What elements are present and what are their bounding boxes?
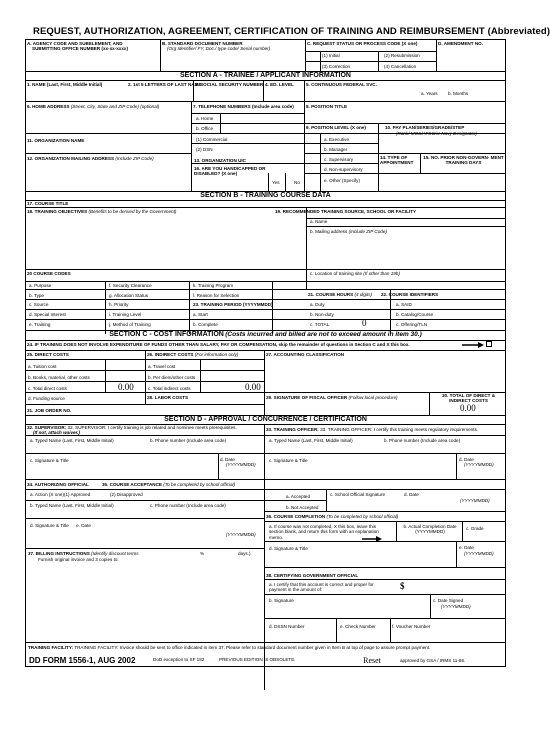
hours-total-label: c. TOTAL: [310, 322, 330, 327]
cost-total-indirect-value: 0.00: [245, 382, 261, 392]
field-18-objectives[interactable]: 18. TRAINING OBJECTIVES (Benefits to be derived by the Government): [27, 209, 177, 214]
dod-exception: DoD exception to SF 182: [153, 657, 205, 662]
code-reason[interactable]: l. Reason for Selection: [193, 293, 240, 298]
field-30-total: 30. TOTAL OF DIRECT & INDIRECT COSTS: [441, 393, 496, 404]
cert-check-number[interactable]: e. Check Number: [340, 624, 376, 629]
cert-amount[interactable]: a. I certify that this account is correct and proper for payment in the amount of:: [269, 582, 374, 593]
sup-typed-name[interactable]: a. Typed Name (Last, First, Middle Initial): [30, 438, 114, 443]
cert-signature[interactable]: b. Signature: [269, 598, 294, 603]
auth-signature[interactable]: d. Signature & Title e. Date: [30, 523, 91, 528]
c-correction-option[interactable]: (3) Correction: [322, 64, 351, 69]
field-12-mailing-address[interactable]: 12. ORGANIZATION MAILING ADDRESS (Include ZIP Code): [27, 156, 154, 161]
field-21-course-hours: 21. COURSE HOURS (4 digits): [308, 292, 373, 297]
c-cancellation-option[interactable]: (4) Cancellation: [384, 64, 417, 69]
form-title: REQUEST, AUTHORIZATION, AGREEMENT, CERTIFICATION OF TRAINING AND REIMBURSEMENT (Abbreviated): [33, 26, 550, 37]
field-29-fiscal-signature[interactable]: 29. SIGNATURE OF FISCAL OFFICER (Follow local procedure): [266, 395, 398, 400]
field-9-position-level: 9. POSITION LEVEL (X one): [306, 125, 366, 130]
field-23-training-period: 23. TRAINING PERIOD (YYYYMMDD): [193, 302, 273, 307]
field-32-supervisor: 32. SUPERVISOR: 32. SUPERVISOR: I certify training is job related and nominee meets prerequisites.: [27, 425, 237, 430]
to-date[interactable]: d. Date: [459, 457, 474, 462]
level-nonsupervisory[interactable]: d. Non-supervisory: [324, 167, 363, 172]
hours-nonduty[interactable]: b. Non-duty: [310, 312, 334, 317]
reset-button[interactable]: Reset: [363, 656, 381, 665]
completion-not-completed[interactable]: a. If course was not completed, X this box, leave this section blank, and return this form with an explanation memo.: [269, 524, 379, 540]
c-initial-option[interactable]: (1) Initial: [322, 53, 340, 58]
cert-date-signed[interactable]: c. Date Signed: [433, 598, 464, 603]
field-26-indirect-costs: 26. INDIRECT COSTS (For information only): [147, 352, 239, 357]
period-start[interactable]: a. Start: [193, 312, 208, 317]
field-28-labor-costs[interactable]: 28. LABOR COSTS: [147, 395, 189, 400]
cost-travel[interactable]: a. Travel cost: [148, 364, 176, 369]
cost-per-diem[interactable]: b. Per diem/other costs: [148, 375, 196, 380]
completion-grade[interactable]: c. Grade: [466, 526, 484, 531]
arrow-right-icon: [462, 342, 484, 348]
accept-school-signature[interactable]: c. School Official Signature: [330, 492, 386, 497]
field-24-no-expenditure: 24. IF TRAINING DOES NOT INVOLVE EXPENDITURE OF FUNDS OTHER THAN SALARY, PAY OR COMPENSATION, skip the remainder of questions in Section C and X this box.: [27, 342, 410, 347]
training-facility-note: TRAINING FACILITY: TRAINING FACILITY: Invoice should be sent to office indicated in item 37. Please refer to standard document number given in Item B at top of page to assure prompt payment.: [28, 645, 431, 650]
ident-offering[interactable]: c. Offering/TLN: [396, 322, 428, 327]
field-7b-office[interactable]: b. Office: [196, 126, 214, 131]
level-manager[interactable]: b. Manager: [324, 147, 348, 152]
cost-funding-source[interactable]: d. Funding source: [28, 396, 65, 401]
completion-sig-date[interactable]: e. Date: [459, 545, 474, 550]
auth-action-approved[interactable]: a. Action (X one)(1) Approved: [30, 492, 91, 497]
cert-voucher-number[interactable]: f. Voucher Number: [392, 624, 431, 629]
code-purpose[interactable]: a. Purpose: [29, 283, 52, 288]
field-36-completion: 36. COURSE COMPLETION (To be completed by school official): [266, 514, 399, 519]
field-b-standard-doc[interactable]: B. STANDARD DOCUMENT NUMBER (Org Identifier/ FY, Doc./ type code/ Serial number): [162, 41, 271, 52]
code-security[interactable]: f. Security Clearance: [109, 283, 152, 288]
field-34-authorizing: 34. AUTHORIZING OFFICIAL: [27, 482, 89, 487]
dollar-sign: $: [400, 581, 405, 591]
field-19-training-source: 19. RECOMMENDED TRAINING SOURCE, SCHOOL OR FACILITY: [275, 209, 417, 214]
field-6-home-address[interactable]: 6. HOME ADDRESS (Street, City, State and ZIP Code) (optional): [27, 104, 160, 109]
accept-date[interactable]: d. Date: [404, 492, 419, 497]
field-14-appointment[interactable]: 14. TYPE OF APPOINTMENT: [380, 155, 414, 166]
accept-not-accepted[interactable]: b. Not Accepted: [286, 505, 319, 510]
field-35-acceptance: 35. COURSE ACCEPTANCE (To be completed by school official): [102, 482, 236, 487]
no-expenditure-checkbox[interactable]: [486, 341, 492, 347]
code-method[interactable]: j. Method of Training: [109, 322, 151, 327]
phone-dsn[interactable]: (2) DSN: [196, 147, 213, 152]
sup-phone[interactable]: b. Phone number (Include area code): [150, 438, 227, 443]
accept-accepted[interactable]: a. Accepted: [286, 494, 311, 499]
field-4-ed-level[interactable]: 4. ED. LEVEL: [265, 82, 294, 87]
handicapped-yes[interactable]: Yes: [272, 180, 280, 185]
field-a-agency-code[interactable]: A. AGENCY CODE AND SUBELEMENT, AND SUBMITTING OFFICE NUMBER (xx-xx-xxxx): [27, 41, 128, 52]
phone-commercial[interactable]: (1) Commercial: [196, 137, 228, 142]
cost-books[interactable]: b. Books, material, other costs: [28, 375, 90, 380]
field-38-certifying: 38. CERTIFYING GOVERNMENT OFFICIAL: [266, 573, 359, 578]
field-1-name[interactable]: 1. NAME (Last, First, Middle Initial): [27, 82, 103, 87]
code-priority[interactable]: h. Priority: [109, 302, 129, 307]
cost-total-direct-value: 0.00: [118, 382, 134, 392]
field-7a-home[interactable]: a. Home: [196, 116, 214, 121]
code-allocation[interactable]: g. Allocation Status: [109, 293, 149, 298]
ident-said[interactable]: a. SAID: [396, 302, 412, 307]
field-7-telephone: 7. TELEPHONE NUMBERS (Include area code): [193, 104, 294, 109]
completion-date[interactable]: b. Actual Completion Date (YYYYMMDD): [403, 524, 457, 535]
to-phone[interactable]: b. Phone number (Include area code): [384, 438, 461, 443]
field-37-billing[interactable]: 37. BILLING INSTRUCTIONS (Identify discount terms: [28, 551, 139, 556]
to-signature[interactable]: c. Signature & Title: [269, 458, 308, 463]
field-27-accounting[interactable]: 27. ACCOUNTING CLASSIFICATION: [266, 352, 345, 357]
field-19b-address[interactable]: b. Mailing address (Include ZIP Code): [310, 229, 387, 234]
field-16-handicapped: 16. ARE YOU HANDICAPPED OR DISABLED? (X one): [194, 166, 266, 177]
field-25-direct-costs: 25. DIRECT COSTS: [27, 352, 69, 357]
code-source[interactable]: c. Source: [29, 302, 49, 307]
field-5-fed-svc: 5. CONTINUOUS FEDERAL SVC.: [306, 82, 377, 87]
cost-total-direct-label: c. Total direct costs: [28, 386, 67, 391]
level-other[interactable]: e. Other (Specify): [324, 178, 360, 183]
field-20-course-codes: 20 COURSE CODES: [27, 271, 71, 276]
code-special-interest[interactable]: d. Special Interest: [29, 312, 66, 317]
ident-catalog[interactable]: b. Catalog/Course: [396, 312, 434, 317]
code-training[interactable]: e. Training: [29, 322, 51, 327]
level-executive[interactable]: a. Executive: [324, 137, 350, 142]
field-d-amendment[interactable]: D. AMENDMENT NO.: [438, 41, 483, 46]
field-13-uic[interactable]: 13. ORGANIZATION UIC: [194, 158, 246, 163]
field-15-prior-days[interactable]: 15. NO. PRIOR NON-GOVERN- MENT TRAINING DAYS: [423, 155, 504, 166]
hours-total-value: 0: [362, 318, 367, 328]
to-typed-name[interactable]: a. Typed Name (Last, First, Middle Initial): [269, 438, 353, 443]
field-17-course-title[interactable]: 17. COURSE TITLE: [27, 201, 69, 206]
c-resubmission-option[interactable]: (2) Resubmission: [384, 53, 420, 58]
cert-dssn[interactable]: d. DSSN Number: [269, 624, 305, 629]
auth-typed-name[interactable]: b. Typed Name (Last, First, Middle Initial): [30, 503, 114, 508]
form-number: DD FORM 1556-1, AUG 2002: [29, 656, 136, 665]
handicapped-no[interactable]: No: [294, 180, 300, 185]
total-costs-value: 0.00: [460, 403, 476, 413]
completion-signature[interactable]: d. Signature & Title: [269, 546, 308, 551]
sup-signature[interactable]: c. Signature & Title: [30, 458, 69, 463]
previous-edition: PREVIOUS EDITION IS OBSOLETE.: [219, 657, 296, 662]
code-training-level[interactable]: i. Training Level: [109, 312, 142, 317]
field-10-pay-plan[interactable]: 10. PAY PLAN/SERIES/GRADE/STEP: [385, 125, 465, 130]
field-22-identifiers: 22. COURSE IDENTIFIERS: [381, 292, 439, 297]
cost-total-indirect-label: c. Total indirect costs: [148, 386, 191, 391]
field-2-letters[interactable]: 2. 1st 5 LETTERS OF LAST NAME: [128, 82, 202, 87]
field-5b-months[interactable]: b. Months: [448, 91, 469, 96]
hours-duty[interactable]: a. Duty: [310, 302, 325, 307]
field-5a-years[interactable]: a. Years: [421, 91, 438, 96]
field-3-ssn[interactable]: 3. SOCIAL SECURITY NUMBER: [195, 82, 264, 87]
section-b-header: SECTION B - TRAINING COURSE DATA: [200, 192, 331, 199]
level-supervisory[interactable]: c. Supervisory: [324, 157, 354, 162]
field-19a-name[interactable]: a. Name: [310, 219, 328, 224]
field-31-job-order[interactable]: 31. JOB ORDER NO.: [27, 408, 72, 413]
field-19c-location[interactable]: c. Location of training site (If other than 19b): [310, 271, 400, 276]
section-d-header: SECTION D - APPROVAL / CONCURRENCE / CERTIFICATION: [164, 416, 367, 423]
sup-date[interactable]: d. Date: [220, 457, 235, 462]
field-8-position-title[interactable]: 8. POSITION TITLE: [306, 104, 348, 109]
auth-action-disapproved[interactable]: (2) Disapproved: [110, 492, 143, 497]
code-training-program[interactable]: k. Training Program: [193, 283, 234, 288]
field-33-training-officer: 33. TRAINING OFFICER: 33. TRAINING OFFICER: I certify this training meets regulatory requirements.: [266, 427, 479, 432]
auth-phone[interactable]: c. Phone number (Include area code): [150, 503, 226, 508]
cost-tuition[interactable]: a. Tuition cost: [28, 364, 57, 369]
section-a-header: SECTION A - TRAINEE / APPLICANT INFORMATION: [180, 72, 351, 79]
section-c-header: SECTION C - COST INFORMATION (Costs incurred and billed are not to exceed amount in item 30.): [109, 331, 422, 338]
period-complete[interactable]: b. Complete: [193, 322, 218, 327]
code-type[interactable]: b. Type: [29, 293, 44, 298]
approved-by: approved by GSA / IRMS 11-86.: [400, 658, 466, 663]
field-c-request-status: C. REQUEST STATUS OR PROCESS CODE (X one): [307, 41, 418, 46]
field-11-org-name[interactable]: 11. ORGANIZATION NAME: [27, 138, 85, 143]
